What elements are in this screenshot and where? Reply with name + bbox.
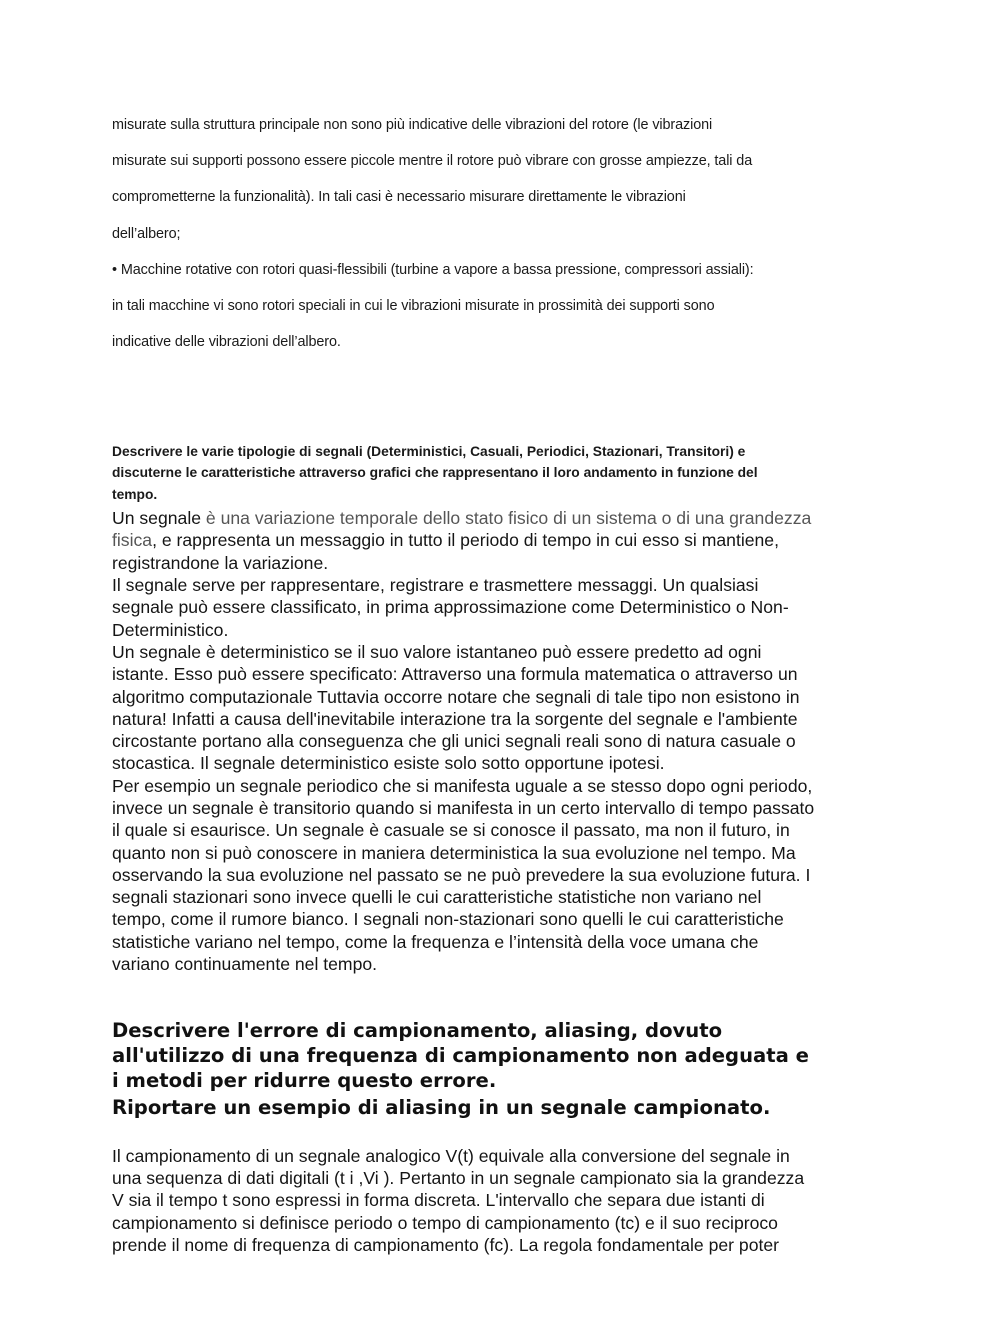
- text-line: [112, 529, 779, 551]
- text-line: invece un segnale è transitorio quando si manifesta in un certo intervallo di tempo passato: [112, 798, 815, 818]
- text-line: V sia il tempo t sono espressi in forma discreta. L'intervallo che separa due istanti di: [112, 1190, 765, 1210]
- text-line: segnale può essere classificato, in prima approssimazione come Deterministico o Non-: [112, 597, 789, 617]
- text-run: Un segnale: [112, 508, 206, 528]
- bullet-item-line: • Macchine rotative con rotori quasi-flessibili (turbine a vapore a bassa pressione, compressori assiali):: [112, 262, 754, 278]
- text-line: istante. Esso può essere specificato: Attraverso una formula matematica o attraverso un: [112, 664, 798, 684]
- text-line: una sequenza di dati digitali (t i ,Vi ). Pertanto in un segnale campionato sia la grandezza: [112, 1168, 805, 1188]
- text-run: è una variazione temporale dello stato fisico di un sistema o di una grandezza: [205, 508, 812, 528]
- text-line: natura! Infatti a causa dell'inevitabile interazione tra la sorgente del segnale e l'ambiente: [112, 709, 798, 729]
- text-line: Deterministico.: [112, 620, 229, 640]
- heading-line: i metodi per ridurre questo errore.: [112, 1069, 497, 1092]
- heading-line: Riportare un esempio di aliasing in un segnale campionato.: [112, 1096, 771, 1119]
- text-line: Il campionamento di un segnale analogico V(t) equivale alla conversione del segnale in: [112, 1146, 790, 1166]
- text-run: , e rappresenta un messaggio in tutto il periodo di tempo in cui esso si mantiene,: [152, 530, 779, 550]
- text-line: segnali stazionari sono invece quelli le cui caratteristiche statistiche non variano nel: [112, 887, 762, 907]
- text-line: misurate sui supporti possono essere piccole mentre il rotore può vibrare con grosse ampiezze, tali da: [112, 153, 753, 169]
- text-line: Un segnale è deterministico se il suo valore istantaneo può essere predetto ad ogni: [112, 642, 762, 662]
- text-line: dell’albero;: [112, 226, 181, 242]
- text-line: statistiche variano nel tempo, come la frequenza e l’intensità della voce umana che: [112, 932, 759, 952]
- text-line: circostante portano alla conseguenza che gli unici segnali reali sono di natura casuale o: [112, 731, 796, 751]
- text-line: indicative delle vibrazioni dell’albero.: [112, 334, 341, 350]
- text-line: osservando la sua evoluzione nel passato se ne può prevedere la sua evoluzione futura. I: [112, 865, 811, 885]
- heading-line: tempo.: [112, 487, 158, 502]
- text-line: [112, 507, 811, 529]
- text-line: variano continuamente nel tempo.: [112, 954, 378, 974]
- heading-line: Descrivere le varie tipologie di segnali (Deterministici, Casuali, Periodici, Stazionari, Transitori) e: [112, 444, 746, 459]
- text-line: il quale si esaurisce. Un segnale è casuale se si conosce il passato, ma non il futuro, in: [112, 820, 790, 840]
- heading-line: discuterne le caratteristiche attraverso grafici che rappresentano il loro andamento in funzione del: [112, 465, 758, 480]
- text-line: misurate sulla struttura principale non sono più indicative delle vibrazioni del rotore (le vibrazioni: [112, 117, 713, 133]
- text-line: tempo, come il rumore bianco. I segnali non-stazionari sono quelli le cui caratteristiche: [112, 909, 784, 929]
- text-line: Per esempio un segnale periodico che si manifesta uguale a se stesso dopo ogni periodo,: [112, 776, 813, 796]
- text-line: prende il nome di frequenza di campionamento (fc). La regola fondamentale per poter: [112, 1235, 780, 1255]
- heading-line: all'utilizzo di una frequenza di campionamento non adeguata e: [112, 1044, 809, 1067]
- text-line: stocastica. Il segnale deterministico esiste solo sotto opportune ipotesi.: [112, 753, 665, 773]
- text-line: campionamento si definisce periodo o tempo di campionamento (tc) e il suo reciproco: [112, 1213, 778, 1233]
- text-line: comprometterne la funzionalità). In tali casi è necessario misurare direttamente le vibrazioni: [112, 189, 686, 205]
- text-run: fisica: [112, 530, 153, 550]
- heading-line: Descrivere l'errore di campionamento, aliasing, dovuto: [112, 1019, 723, 1042]
- text-line: Il segnale serve per rappresentare, registrare e trasmettere messaggi. Un qualsiasi: [112, 575, 759, 595]
- text-line: registrandone la variazione.: [112, 553, 329, 573]
- text-line: in tali macchine vi sono rotori speciali in cui le vibrazioni misurate in prossimità dei supporti sono: [112, 298, 715, 314]
- text-line: algoritmo computazionale Tuttavia occorre notare che segnali di tale tipo non esistono in: [112, 687, 800, 707]
- text-line: quanto non si può conoscere in maniera deterministica la sua evoluzione nel tempo. Ma: [112, 843, 796, 863]
